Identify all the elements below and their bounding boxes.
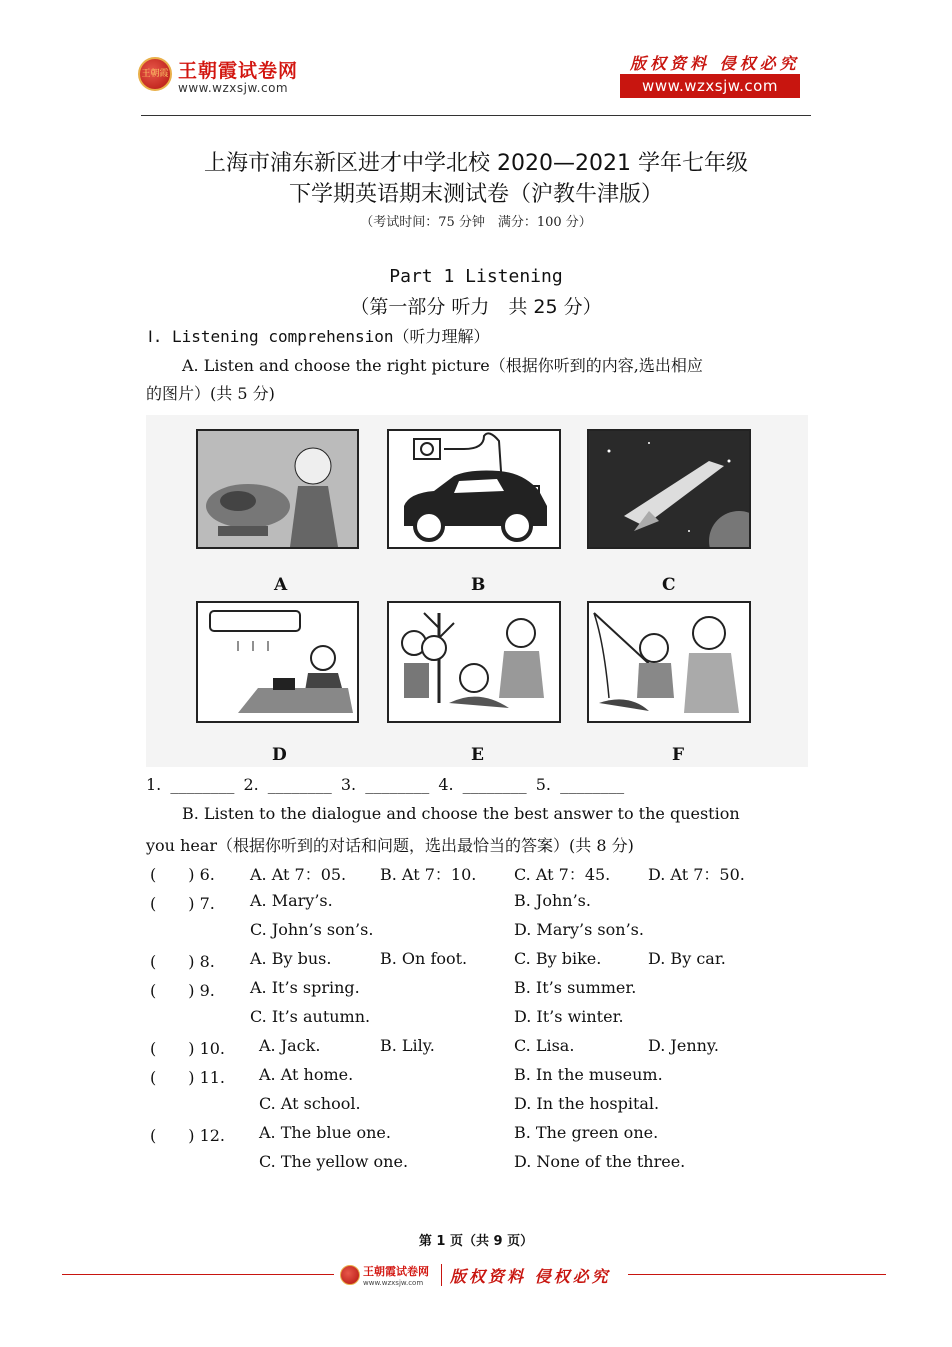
question-11-option-c: C. At school. xyxy=(259,1094,361,1113)
answer-blanks[interactable]: 1. ________ 2. ________ 3. ________ 4. ________ 5. ________ xyxy=(146,775,625,794)
brand-name: 王朝霞试卷网 xyxy=(178,60,299,82)
question-10-option-b: B. Lily. xyxy=(380,1036,435,1055)
picture-c xyxy=(587,429,751,549)
question-8-option-b: B. On foot. xyxy=(380,949,468,968)
copyright-notice: 版权资料 侵权必究 xyxy=(630,54,800,73)
part-title-cn: （第一部分 听力 共 25 分） xyxy=(350,296,602,318)
picture-label-b: B xyxy=(471,575,486,595)
question-12-option-d: D. None of the three. xyxy=(514,1152,686,1171)
picture-label-f: F xyxy=(672,745,685,765)
picture-f xyxy=(587,601,751,723)
footer-separator xyxy=(441,1264,442,1286)
title-line-1: 上海市浦东新区进才中学北校 2020—2021 学年七年级 xyxy=(204,151,748,176)
question-10-option-c: C. Lisa. xyxy=(514,1036,575,1055)
footer-line-right xyxy=(628,1274,886,1275)
question-11-option-b: B. In the museum. xyxy=(514,1065,663,1084)
question-9-option-d: D. It’s winter. xyxy=(514,1007,624,1026)
question-6-option-d: D. At 7：50. xyxy=(648,865,745,884)
footer-line-left xyxy=(62,1274,334,1275)
picture-e xyxy=(387,601,561,723)
header-divider xyxy=(141,115,811,116)
question-6-option-a: A. At 7：05. xyxy=(250,865,347,884)
title-line-2: 下学期英语期末测试卷（沪教牛津版） xyxy=(288,182,663,207)
question-9-option-c: C. It’s autumn. xyxy=(250,1007,371,1026)
question-9-option-a: A. It’s spring. xyxy=(250,978,360,997)
question-9-number[interactable]: ( ) 9. xyxy=(150,981,215,1000)
footer-brand-url: www.wzxsjw.com xyxy=(363,1279,424,1287)
question-9-option-b: B. It’s summer. xyxy=(514,978,637,997)
footer-logo-seal xyxy=(340,1265,360,1285)
question-12-option-a: A. The blue one. xyxy=(259,1123,391,1142)
question-7-number[interactable]: ( ) 7. xyxy=(150,894,215,913)
page-number: 第 1 页（共 9 页） xyxy=(418,1234,534,1249)
question-6-option-c: C. At 7：45. xyxy=(514,865,611,884)
question-11-option-a: A. At home. xyxy=(259,1065,354,1084)
question-12-option-b: B. The green one. xyxy=(514,1123,659,1142)
picture-f-illustration xyxy=(589,603,749,721)
part-title: Part 1 Listening xyxy=(389,266,563,287)
picture-label-d: D xyxy=(272,745,287,765)
question-10-option-d: D. Jenny. xyxy=(648,1036,719,1055)
question-11-number[interactable]: ( ) 11. xyxy=(150,1068,226,1087)
seal-text: 王朝霞 xyxy=(141,69,169,79)
logo-seal xyxy=(138,57,172,91)
question-10-option-a: A. Jack. xyxy=(259,1036,321,1055)
question-7-option-c: C. John’s son’s. xyxy=(250,920,374,939)
footer-copyright: 版权资料 侵权必究 xyxy=(450,1267,611,1286)
picture-b-illustration xyxy=(389,431,559,547)
picture-label-e: E xyxy=(471,745,484,765)
question-10-number[interactable]: ( ) 10. xyxy=(150,1039,226,1058)
picture-label-c: C xyxy=(662,575,676,595)
picture-e-illustration xyxy=(389,603,559,721)
question-7-option-b: B. John’s. xyxy=(514,891,591,910)
brand-url: www.wzxsjw.com xyxy=(178,81,289,95)
picture-grid xyxy=(146,415,808,767)
question-12-number[interactable]: ( ) 12. xyxy=(150,1126,226,1145)
picture-label-a: A xyxy=(274,575,288,595)
picture-d-illustration xyxy=(198,603,357,721)
picture-d xyxy=(196,601,359,723)
instruction-a-line-2: 的图片）(共 5 分) xyxy=(146,384,275,403)
question-7-option-a: A. Mary’s. xyxy=(250,891,333,910)
question-8-option-c: C. By bike. xyxy=(514,949,602,968)
instruction-b-line-1: B. Listen to the dialogue and choose the best answer to the question xyxy=(182,804,740,823)
question-8-number[interactable]: ( ) 8. xyxy=(150,952,215,971)
picture-a xyxy=(196,429,359,549)
question-6-number[interactable]: ( ) 6. xyxy=(150,865,215,884)
question-11-option-d: D. In the hospital. xyxy=(514,1094,660,1113)
picture-a-illustration xyxy=(198,431,357,547)
question-6-option-b: B. At 7：10. xyxy=(380,865,477,884)
question-8-option-a: A. By bus. xyxy=(250,949,332,968)
question-8-option-d: D. By car. xyxy=(648,949,726,968)
picture-c-illustration xyxy=(589,431,749,547)
section-heading: Ⅰ. Listening comprehension（听力理解） xyxy=(148,327,490,346)
exam-info: （考试时间：75 分钟 满分：100 分） xyxy=(360,215,592,230)
footer-brand: 王朝霞试卷网 xyxy=(363,1265,429,1278)
instruction-a-line-1: A. Listen and choose the right picture（根据你听到的内容,选出相应 xyxy=(182,356,703,375)
instruction-b-line-2: you hear（根据你听到的对话和问题，选出最恰当的答案）(共 8 分) xyxy=(146,836,634,855)
question-12-option-c: C. The yellow one. xyxy=(259,1152,409,1171)
question-7-option-d: D. Mary’s son’s. xyxy=(514,920,644,939)
url-badge: www.wzxsjw.com xyxy=(620,74,800,98)
picture-b xyxy=(387,429,561,549)
